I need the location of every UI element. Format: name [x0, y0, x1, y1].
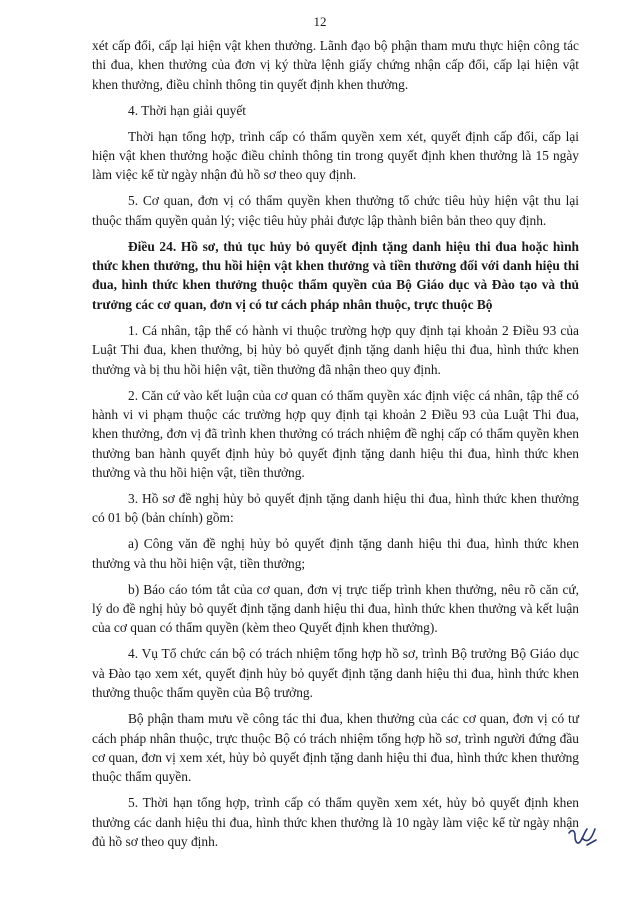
- article-heading: Điều 24. Hồ sơ, thủ tục hủy bỏ quyết định tặng danh hiệu thi đua hoặc hình thức khen thưởng, thu hồi hiện vật khen thưởng và tiền thưởng đối với danh hiệu thi đua, hình thức khen thưởng thuộc thẩm quyền của Bộ Giáo dục và Đào tạo và thủ trưởng các cơ quan, đơn vị có tư cách pháp nhân thuộc, trực thuộc Bộ: [92, 238, 579, 312]
- paragraph: Bộ phận tham mưu về công tác thi đua, khen thưởng của các cơ quan, đơn vị có tư cách pháp nhân thuộc, trực thuộc Bộ có trách nhiệm tổng hợp hồ sơ, trình người đứng đầu cơ quan, đơn vị xem xét, hủy bỏ quyết định tặng danh hiệu thi đua, hình thức khen thưởng thuộc thẩm quyền.: [92, 711, 579, 785]
- list-item-b: b) Báo cáo tóm tắt của cơ quan, đơn vị trực tiếp trình khen thưởng, nêu rõ căn cứ, lý do đề nghị hủy bỏ quyết định tặng danh hiệu thi đua, hình thức khen thưởng và kết luận của cơ quan có thẩm quyền (kèm theo Quyết định khen thưởng).: [92, 581, 579, 636]
- paragraph: Thời hạn tổng hợp, trình cấp có thẩm quyền xem xét, quyết định cấp đổi, cấp lại hiện vật khen thưởng hoặc điều chỉnh thông tin trong quyết định khen thưởng là 15 ngày làm việc kể từ ngày nhận đủ hồ sơ theo quy định.: [92, 128, 579, 183]
- paragraph: 2. Căn cứ vào kết luận của cơ quan có thẩm quyền xác định việc cá nhân, tập thể có hành vi vi phạm thuộc các trường hợp quy định tại khoản 2 Điều 93 của Luật Thi đua, khen thưởng, đơn vị đã trình khen thưởng có trách nhiệm đề nghị cấp có thẩm quyền khen thưởng ban hành quyết định hủy bỏ quyết định tặng danh hiệu thi đua, hình thức khen thưởng và thu hồi hiện vật, tiền thưởng.: [92, 387, 579, 481]
- document-body: [92, 36, 579, 858]
- section-heading-4: 4. Thời hạn giải quyết: [128, 102, 247, 118]
- paragraph: 4. Vụ Tổ chức cán bộ có trách nhiệm tổng hợp hồ sơ, trình Bộ trưởng Bộ Giáo dục và Đào tạo xem xét, quyết định hủy bỏ quyết định tặng danh hiệu thi đua, hình thức khen thưởng thuộc thẩm quyền của Bộ trưởng.: [92, 646, 579, 701]
- paragraph: 1. Cá nhân, tập thể có hành vi thuộc trường hợp quy định tại khoản 2 Điều 93 của Luật Thi đua, khen thưởng, bị hủy bỏ quyết định tặng danh hiệu thi đua, hình thức khen thưởng và bị thu hồi hiện vật, tiền thưởng đã nhận theo quy định.: [92, 322, 579, 377]
- list-item-a: a) Công văn đề nghị hủy bỏ quyết định tặng danh hiệu thi đua, hình thức khen thưởng và thu hồi hiện vật, tiền thưởng;: [92, 536, 579, 571]
- paragraph: 3. Hồ sơ đề nghị hủy bỏ quyết định tặng danh hiệu thi đua, hình thức khen thưởng có 01 bộ (bản chính) gồm:: [92, 491, 579, 526]
- paragraph: 5. Thời hạn tổng hợp, trình cấp có thẩm quyền xem xét, hủy bỏ quyết định khen thưởng các danh hiệu thi đua, hình thức khen thưởng là 10 ngày làm việc kể từ ngày nhận đủ hồ sơ theo quy định.: [92, 795, 579, 850]
- paragraph: 5. Cơ quan, đơn vị có thẩm quyền khen thưởng tổ chức tiêu hủy hiện vật thu lại thuộc thẩm quyền quản lý; việc tiêu hủy phải được lập thành biên bản theo quy định.: [92, 193, 579, 228]
- page-number: 12: [313, 14, 327, 29]
- initials-signature: [566, 824, 598, 852]
- paragraph-continuation: xét cấp đổi, cấp lại hiện vật khen thưởng. Lãnh đạo bộ phận tham mưu thực hiện công tác thi đua, khen thưởng của đơn vị ký thừa lệnh giấy chứng nhận cấp đổi, cấp lại hiện vật khen thưởng, điều chỉnh thông tin quyết định khen thưởng.: [92, 38, 579, 92]
